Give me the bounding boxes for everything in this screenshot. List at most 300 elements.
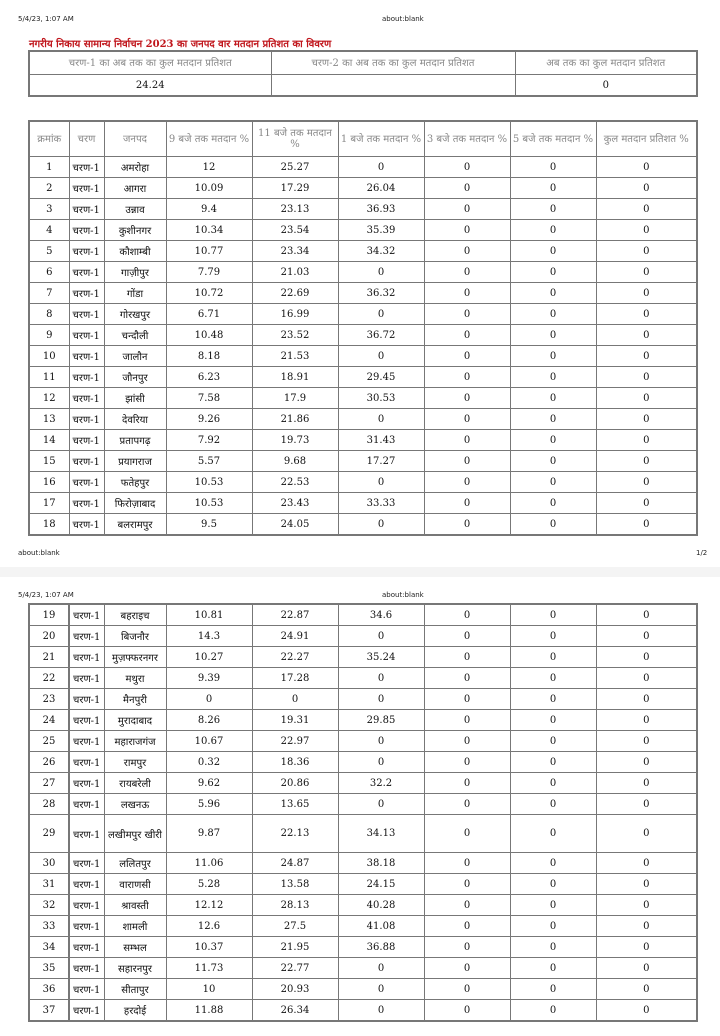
cell-1pm: 34.13 [338,815,424,853]
cell-total: 0 [596,874,697,895]
cell-serial: 4 [29,220,69,241]
cell-11am: 23.54 [252,220,338,241]
cell-district: कुशीनगर [104,220,166,241]
cell-district: कौशाम्बी [104,241,166,262]
cell-3pm: 0 [424,241,510,262]
cell-total: 0 [596,367,697,388]
cell-5pm: 0 [510,199,596,220]
summary-header-total: अब तक का कुल मतदान प्रतिशत [515,51,697,75]
cell-9am: 10.77 [166,241,252,262]
table-row [69,626,697,647]
cell-total: 0 [596,668,697,689]
cell-phase: चरण-1 [69,895,104,916]
cell-1pm: 0 [338,958,424,979]
cell-total: 0 [596,937,697,958]
document-title: नगरीय निकाय सामान्य निर्वाचन 2023 का जनपद वार मतदान प्रतिशत का विवरण [29,39,332,50]
cell-district: मथुरा [104,668,166,689]
cell-1pm: 38.18 [338,853,424,874]
cell-phase: चरण-1 [69,178,104,199]
cell-9am: 10.09 [166,178,252,199]
cell-district: बलरामपुर [104,514,166,536]
table-row [69,794,697,815]
turnout-table-serial-continued [28,603,70,1022]
cell-serial: 23 [29,689,69,710]
table-row-serial [29,604,69,626]
cell-1pm: 29.85 [338,710,424,731]
print-date-header: 5/4/23, 1:07 AM [18,15,74,23]
cell-11am: 26.34 [252,1000,338,1022]
cell-9am: 10.27 [166,647,252,668]
cell-11am: 23.13 [252,199,338,220]
cell-11am: 16.99 [252,304,338,325]
cell-5pm: 0 [510,958,596,979]
cell-1pm: 31.43 [338,430,424,451]
summary-header-phase1: चरण-1 का अब तक का कुल मतदान प्रतिशत [29,51,271,75]
cell-11am: 21.53 [252,346,338,367]
cell-5pm: 0 [510,916,596,937]
table-row [69,773,697,794]
cell-5pm: 0 [510,346,596,367]
cell-district: ललितपुर [104,853,166,874]
col-header-district: जनपद [104,121,166,157]
cell-phase: चरण-1 [69,874,104,895]
cell-5pm: 0 [510,710,596,731]
cell-9am: 8.18 [166,346,252,367]
cell-5pm: 0 [510,304,596,325]
col-header-9am: 9 बजे तक मतदान % [166,121,252,157]
cell-serial: 30 [29,853,69,874]
cell-3pm: 0 [424,647,510,668]
cell-11am: 17.28 [252,668,338,689]
cell-3pm: 0 [424,409,510,430]
cell-total: 0 [596,752,697,773]
cell-phase: चरण-1 [69,853,104,874]
cell-district: उन्नाव [104,199,166,220]
cell-1pm: 17.27 [338,451,424,472]
table-row [69,647,697,668]
cell-5pm: 0 [510,367,596,388]
cell-1pm: 36.32 [338,283,424,304]
cell-1pm: 0 [338,346,424,367]
cell-11am: 9.68 [252,451,338,472]
cell-9am: 11.88 [166,1000,252,1022]
cell-5pm: 0 [510,647,596,668]
table-row [29,220,697,241]
cell-5pm: 0 [510,262,596,283]
cell-11am: 18.91 [252,367,338,388]
cell-phase: चरण-1 [69,409,104,430]
col-header-phase: चरण [69,121,104,157]
cell-9am: 10.37 [166,937,252,958]
cell-5pm: 0 [510,283,596,304]
table-row [69,1000,697,1022]
cell-5pm: 0 [510,430,596,451]
cell-district: मुज़फ्फरनगर [104,647,166,668]
cell-serial: 33 [29,916,69,937]
cell-3pm: 0 [424,979,510,1000]
cell-district: गोंडा [104,283,166,304]
table-row [29,241,697,262]
cell-11am: 24.05 [252,514,338,536]
cell-phase: चरण-1 [69,815,104,853]
cell-district: मुरादाबाद [104,710,166,731]
table-row [29,472,697,493]
cell-9am: 8.26 [166,710,252,731]
cell-total: 0 [596,178,697,199]
cell-1pm: 0 [338,514,424,536]
cell-total: 0 [596,346,697,367]
table-row-serial [29,815,69,853]
cell-district: लखीमपुर खीरी [104,815,166,853]
cell-9am: 6.71 [166,304,252,325]
table-row-serial [29,958,69,979]
table-row [29,199,697,220]
cell-district: जालौन [104,346,166,367]
cell-serial: 19 [29,604,69,626]
cell-serial: 17 [29,493,69,514]
cell-11am: 17.29 [252,178,338,199]
cell-phase: चरण-1 [69,220,104,241]
cell-1pm: 0 [338,157,424,178]
cell-district: महाराजगंज [104,731,166,752]
cell-11am: 20.93 [252,979,338,1000]
cell-5pm: 0 [510,815,596,853]
cell-11am: 24.91 [252,626,338,647]
cell-11am: 22.53 [252,472,338,493]
cell-district: सीतापुर [104,979,166,1000]
cell-district: शामली [104,916,166,937]
cell-11am: 22.97 [252,731,338,752]
print-date-header-page2: 5/4/23, 1:07 AM [18,591,74,599]
table-row-serial [29,773,69,794]
cell-3pm: 0 [424,794,510,815]
cell-1pm: 32.2 [338,773,424,794]
cell-total: 0 [596,283,697,304]
cell-1pm: 0 [338,752,424,773]
cell-1pm: 0 [338,472,424,493]
cell-total: 0 [596,853,697,874]
cell-total: 0 [596,157,697,178]
cell-11am: 20.86 [252,773,338,794]
cell-9am: 0.32 [166,752,252,773]
cell-9am: 5.96 [166,794,252,815]
cell-5pm: 0 [510,409,596,430]
cell-3pm: 0 [424,367,510,388]
cell-district: प्रतापगढ़ [104,430,166,451]
cell-3pm: 0 [424,916,510,937]
table-row-serial [29,916,69,937]
cell-phase: चरण-1 [69,493,104,514]
cell-5pm: 0 [510,689,596,710]
cell-serial: 32 [29,895,69,916]
cell-phase: चरण-1 [69,604,104,626]
cell-9am: 11.06 [166,853,252,874]
cell-3pm: 0 [424,451,510,472]
cell-serial: 8 [29,304,69,325]
table-row-serial [29,647,69,668]
table-row [69,916,697,937]
cell-9am: 10.72 [166,283,252,304]
cell-district: हरदोई [104,1000,166,1022]
cell-9am: 14.3 [166,626,252,647]
cell-11am: 22.87 [252,604,338,626]
cell-3pm: 0 [424,262,510,283]
cell-serial: 37 [29,1000,69,1022]
turnout-serial-body-page2 [29,604,69,1021]
cell-total: 0 [596,493,697,514]
table-row-serial [29,626,69,647]
cell-phase: चरण-1 [69,388,104,409]
cell-9am: 10.34 [166,220,252,241]
cell-1pm: 0 [338,794,424,815]
cell-3pm: 0 [424,731,510,752]
cell-district: वाराणसी [104,874,166,895]
cell-district: लखनऊ [104,794,166,815]
cell-total: 0 [596,388,697,409]
cell-district: चन्दौली [104,325,166,346]
cell-serial: 2 [29,178,69,199]
cell-total: 0 [596,794,697,815]
cell-9am: 10.48 [166,325,252,346]
cell-phase: चरण-1 [69,472,104,493]
summary-value-phase1: 24.24 [29,75,271,97]
turnout-table-body-page2 [69,604,697,1021]
cell-1pm: 0 [338,979,424,1000]
turnout-table-body-page1 [29,157,697,536]
cell-total: 0 [596,773,697,794]
cell-phase: चरण-1 [69,199,104,220]
table-row-serial [29,895,69,916]
col-header-5pm: 5 बजे तक मतदान % [510,121,596,157]
cell-phase: चरण-1 [69,668,104,689]
cell-serial: 7 [29,283,69,304]
cell-phase: चरण-1 [69,979,104,1000]
cell-1pm: 34.6 [338,604,424,626]
table-row-serial [29,794,69,815]
cell-9am: 10.81 [166,604,252,626]
cell-district: श्रावस्ती [104,895,166,916]
cell-11am: 23.52 [252,325,338,346]
cell-11am: 13.58 [252,874,338,895]
cell-total: 0 [596,710,697,731]
cell-district: अमरोहा [104,157,166,178]
cell-3pm: 0 [424,895,510,916]
col-header-3pm: 3 बजे तक मतदान % [424,121,510,157]
cell-total: 0 [596,220,697,241]
cell-total: 0 [596,626,697,647]
cell-5pm: 0 [510,472,596,493]
cell-total: 0 [596,731,697,752]
cell-5pm: 0 [510,773,596,794]
cell-phase: चरण-1 [69,346,104,367]
cell-9am: 7.92 [166,430,252,451]
cell-9am: 12.6 [166,916,252,937]
cell-9am: 12 [166,157,252,178]
cell-9am: 9.39 [166,668,252,689]
cell-phase: चरण-1 [69,689,104,710]
cell-serial: 34 [29,937,69,958]
cell-11am: 21.95 [252,937,338,958]
cell-5pm: 0 [510,178,596,199]
cell-total: 0 [596,304,697,325]
cell-district: रामपुर [104,752,166,773]
cell-5pm: 0 [510,731,596,752]
cell-serial: 22 [29,668,69,689]
table-row [29,262,697,283]
cell-total: 0 [596,815,697,853]
table-row-serial [29,853,69,874]
cell-5pm: 0 [510,668,596,689]
print-url-header-page2: about:blank [382,591,424,599]
cell-district: गाज़ीपुर [104,262,166,283]
cell-total: 0 [596,472,697,493]
cell-total: 0 [596,262,697,283]
cell-9am: 0 [166,689,252,710]
cell-5pm: 0 [510,752,596,773]
cell-phase: चरण-1 [69,710,104,731]
cell-total: 0 [596,409,697,430]
table-row [69,895,697,916]
cell-1pm: 0 [338,304,424,325]
cell-serial: 25 [29,731,69,752]
cell-phase: चरण-1 [69,157,104,178]
cell-1pm: 26.04 [338,178,424,199]
cell-phase: चरण-1 [69,958,104,979]
cell-3pm: 0 [424,958,510,979]
cell-9am: 11.73 [166,958,252,979]
cell-3pm: 0 [424,874,510,895]
cell-5pm: 0 [510,241,596,262]
cell-total: 0 [596,1000,697,1022]
print-page-number: 1/2 [696,549,708,557]
summary-table [28,50,698,97]
cell-serial: 14 [29,430,69,451]
cell-5pm: 0 [510,514,596,536]
cell-3pm: 0 [424,604,510,626]
cell-5pm: 0 [510,853,596,874]
cell-11am: 21.03 [252,262,338,283]
summary-value-phase2 [271,75,515,97]
cell-total: 0 [596,451,697,472]
cell-serial: 36 [29,979,69,1000]
cell-serial: 28 [29,794,69,815]
cell-serial: 27 [29,773,69,794]
turnout-table [28,120,698,536]
cell-3pm: 0 [424,689,510,710]
table-row [69,874,697,895]
print-url-footer: about:blank [18,549,60,557]
turnout-table-continued [68,603,698,1022]
cell-5pm: 0 [510,1000,596,1022]
cell-3pm: 0 [424,283,510,304]
cell-1pm: 36.72 [338,325,424,346]
cell-district: आगरा [104,178,166,199]
table-row-serial [29,668,69,689]
table-row-serial [29,874,69,895]
table-row [69,815,697,853]
cell-total: 0 [596,514,697,536]
cell-9am: 10 [166,979,252,1000]
cell-9am: 7.79 [166,262,252,283]
cell-3pm: 0 [424,157,510,178]
table-row [29,178,697,199]
cell-5pm: 0 [510,937,596,958]
cell-1pm: 0 [338,626,424,647]
cell-serial: 12 [29,388,69,409]
cell-total: 0 [596,199,697,220]
cell-9am: 5.57 [166,451,252,472]
cell-phase: चरण-1 [69,1000,104,1022]
cell-total: 0 [596,325,697,346]
cell-11am: 17.9 [252,388,338,409]
cell-district: सहारनपुर [104,958,166,979]
col-header-11am: 11 बजे तक मतदान % [252,121,338,157]
cell-total: 0 [596,979,697,1000]
cell-3pm: 0 [424,388,510,409]
cell-3pm: 0 [424,199,510,220]
cell-1pm: 24.15 [338,874,424,895]
cell-district: झांसी [104,388,166,409]
cell-phase: चरण-1 [69,325,104,346]
cell-1pm: 35.24 [338,647,424,668]
cell-9am: 12.12 [166,895,252,916]
cell-serial: 6 [29,262,69,283]
cell-phase: चरण-1 [69,752,104,773]
cell-9am: 9.62 [166,773,252,794]
cell-serial: 11 [29,367,69,388]
cell-3pm: 0 [424,430,510,451]
table-row [69,689,697,710]
cell-5pm: 0 [510,388,596,409]
cell-5pm: 0 [510,604,596,626]
cell-phase: चरण-1 [69,937,104,958]
cell-serial: 9 [29,325,69,346]
cell-serial: 29 [29,815,69,853]
cell-serial: 18 [29,514,69,536]
cell-3pm: 0 [424,220,510,241]
cell-1pm: 0 [338,262,424,283]
cell-serial: 16 [29,472,69,493]
cell-5pm: 0 [510,895,596,916]
cell-5pm: 0 [510,626,596,647]
cell-9am: 9.26 [166,409,252,430]
cell-1pm: 36.88 [338,937,424,958]
table-row [29,514,697,536]
cell-district: प्रयागराज [104,451,166,472]
cell-phase: चरण-1 [69,283,104,304]
cell-district: फिरोज़ाबाद [104,493,166,514]
table-row [29,430,697,451]
table-row [29,409,697,430]
cell-total: 0 [596,895,697,916]
cell-3pm: 0 [424,773,510,794]
table-row-serial [29,710,69,731]
cell-1pm: 40.28 [338,895,424,916]
table-row [29,451,697,472]
cell-11am: 0 [252,689,338,710]
col-header-serial: क्रमांक [29,121,69,157]
cell-11am: 21.86 [252,409,338,430]
cell-9am: 9.4 [166,199,252,220]
cell-district: रायबरेली [104,773,166,794]
table-row [29,325,697,346]
cell-3pm: 0 [424,710,510,731]
cell-district: फतेहपुर [104,472,166,493]
cell-3pm: 0 [424,304,510,325]
cell-11am: 19.31 [252,710,338,731]
cell-phase: चरण-1 [69,647,104,668]
cell-5pm: 0 [510,451,596,472]
